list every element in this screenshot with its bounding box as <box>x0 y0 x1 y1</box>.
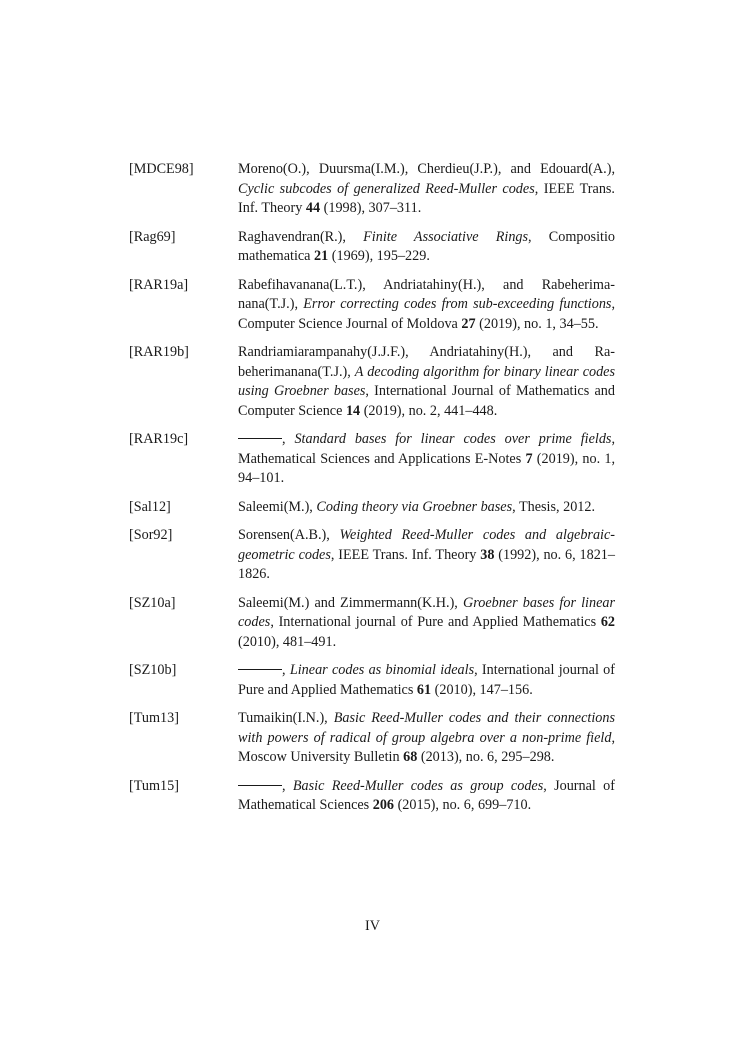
reference-segment: , International journal of Pure and Applied Mathematics <box>238 662 615 698</box>
reference-entry <box>129 343 615 421</box>
same-author-dash <box>238 438 282 439</box>
reference-text <box>238 661 615 700</box>
reference-volume: 27 <box>461 315 476 332</box>
reference-segment: (2015), no. 6, 699–710. <box>394 797 532 813</box>
reference-segment: , Mathematical Sciences and Applications E-Notes <box>238 431 615 467</box>
reference-segment: , IEEE Trans. Inf. Theory <box>330 546 481 563</box>
reference-segment: (2019), no. 2, 441–448. <box>360 402 498 419</box>
same-author-dash <box>238 669 282 670</box>
reference-text <box>238 709 615 768</box>
reference-key: [Sal12] <box>129 498 171 515</box>
reference-entry <box>129 276 615 335</box>
reference-volume: 44 <box>305 200 321 216</box>
reference-volume: 21 <box>314 248 329 264</box>
page-number: IV <box>365 918 380 934</box>
reference-entry <box>129 777 615 816</box>
reference-key: [Tum15] <box>129 777 179 794</box>
reference-segment: (1998), 307–311. <box>320 200 422 216</box>
reference-segment: , <box>282 777 293 794</box>
reference-segment: (2010), 147–156. <box>431 681 533 698</box>
reference-segment: , Thesis, 2012. <box>512 498 596 515</box>
reference-entry <box>129 498 615 518</box>
reference-key: [RAR19b] <box>129 344 189 360</box>
reference-title: Cyclic subcodes of generalized Reed-Muller codes <box>238 180 535 197</box>
reference-volume: 38 <box>480 546 495 563</box>
reference-segment: (2013), no. 6, 295–298. <box>417 749 555 765</box>
reference-volume: 7 <box>525 450 533 467</box>
reference-volume: 61 <box>416 681 432 698</box>
same-author-dash <box>238 785 282 786</box>
reference-text <box>238 777 615 816</box>
reference-title: Standard bases for linear codes over prime fields <box>294 431 612 447</box>
reference-entry <box>129 709 615 768</box>
reference-title: Weighted Reed-Muller codes and algebraic-geometric codes <box>238 527 616 563</box>
reference-volume: 206 <box>372 797 395 813</box>
reference-text <box>238 228 615 267</box>
reference-text <box>238 594 615 653</box>
reference-segment: (1969), 195–229. <box>328 248 430 264</box>
reference-segment: , Compositio mathematica <box>238 228 615 264</box>
reference-title: Error correcting codes from sub-exceeding functions <box>303 296 612 312</box>
reference-segment: , Moscow University Bulletin <box>238 729 615 765</box>
reference-entry <box>129 228 615 267</box>
reference-text <box>238 498 615 518</box>
reference-title: Basic Reed-Muller codes and their connections with powers of radical of group algebra over a non-prime field <box>238 710 615 746</box>
reference-title: A decoding algorithm for binary linear codes using Groebner bases <box>238 363 615 399</box>
reference-text <box>238 526 615 585</box>
reference-key: [Rag69] <box>129 228 176 245</box>
reference-segment: Randriamiarampanahy(J.J.F.), Andriatahiny(H.), and Rabeherimanana(T.J.), <box>238 344 615 380</box>
reference-segment: , <box>282 662 290 678</box>
reference-key: [SZ10b] <box>129 662 177 678</box>
reference-entry <box>129 430 615 489</box>
reference-segment: , Computer Science Journal of Moldova <box>238 296 615 332</box>
reference-segment: , Journal of Mathematical Sciences <box>238 777 615 813</box>
reference-entry <box>129 526 615 585</box>
reference-entry <box>129 594 615 653</box>
reference-entry <box>129 160 615 219</box>
reference-key: [Tum13] <box>129 710 179 726</box>
reference-segment: (1992), no. 6, 1821–1826. <box>238 546 615 582</box>
reference-segment: , IEEE Trans. Inf. Theory <box>238 180 615 216</box>
reference-segment: Rabefihavanana(L.T.), Andriatahiny(H.), and Rabeherimanana(T.J.), <box>238 276 615 312</box>
reference-segment: Saleemi(M.), <box>238 498 317 515</box>
reference-key: [RAR19a] <box>129 276 189 293</box>
reference-text <box>238 430 615 489</box>
reference-segment: Sorensen(A.B.), <box>238 527 340 543</box>
reference-key: [Sor92] <box>129 527 173 543</box>
bibliography <box>129 160 615 825</box>
reference-text <box>238 160 615 219</box>
reference-volume: 14 <box>345 402 361 419</box>
reference-title: Basic Reed-Muller codes as group codes <box>292 777 544 794</box>
reference-segment: , <box>282 431 295 447</box>
reference-segment: Raghavendran(R.), <box>238 228 364 245</box>
reference-segment: Moreno(O.), Duursma(I.M.), Cherdieu(J.P.), and Edouard(A.), <box>238 161 615 177</box>
reference-volume: 68 <box>403 749 418 765</box>
reference-segment: , International Journal of Mathematics and Computer Science <box>238 383 615 419</box>
reference-title: Finite Associative Rings <box>363 228 529 245</box>
reference-entry <box>129 661 615 700</box>
reference-title: Linear codes as binomial ideals <box>289 662 475 678</box>
reference-segment: Saleemi(M.) and Zimmermann(K.H.), <box>238 594 463 611</box>
reference-key: [MDCE98] <box>129 161 194 177</box>
reference-segment: (2019), no. 1, 34–55. <box>475 315 599 332</box>
reference-segment: , International journal of Pure and Applied Mathematics <box>270 614 601 630</box>
reference-segment: Tumaikin(I.N.), <box>238 710 334 726</box>
reference-segment: (2010), 481–491. <box>238 633 337 650</box>
reference-key: [RAR19c] <box>129 431 189 447</box>
reference-title: Groebner bases for linear codes <box>238 594 615 630</box>
reference-segment: (2019), no. 1, 94–101. <box>238 450 616 486</box>
reference-title: Coding theory via Groebner bases <box>316 498 513 515</box>
reference-text <box>238 276 615 335</box>
reference-key: [SZ10a] <box>129 594 176 611</box>
reference-volume: 62 <box>600 614 615 630</box>
reference-text <box>238 343 615 421</box>
